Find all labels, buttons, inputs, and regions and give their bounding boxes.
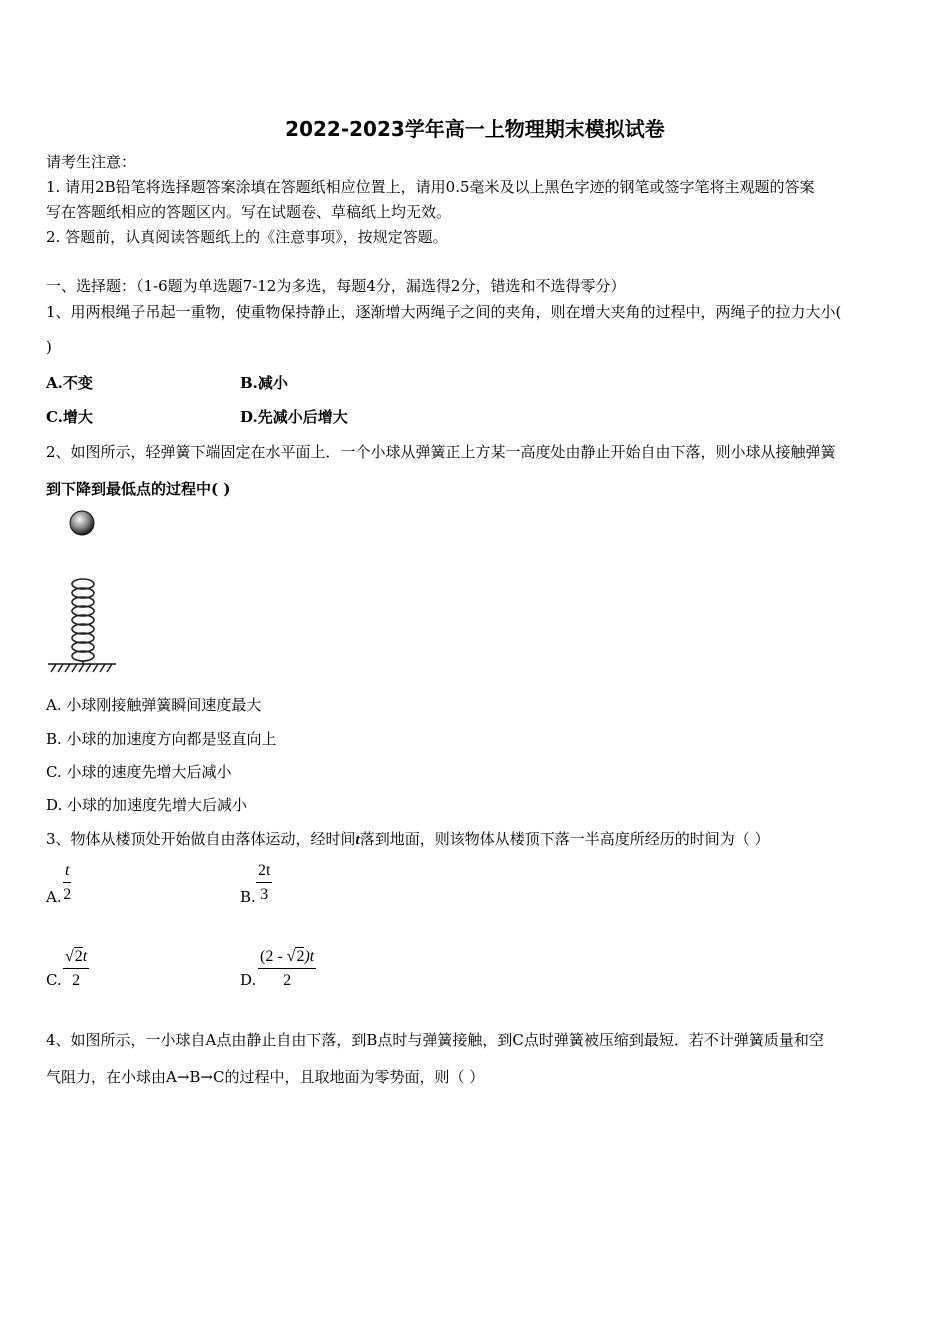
q3-option-b-fraction: $\frac{2t}{3}$	[258, 862, 271, 903]
q3-stem	[46, 828, 770, 849]
q3-option-c-label: C.	[46, 971, 62, 989]
q3-stem-post: 落到地面，则该物体从楼顶下落一半高度所经历的时间为（ ）	[359, 830, 770, 848]
q1-option-c: C.增大	[46, 408, 93, 426]
q4-stem: 4、如图所示，一小球自A点由静止自由下落，到B点时与弹簧接触，到C点时弹簧被压缩到最短．若不计弹簧质量和空	[46, 1031, 824, 1049]
q2-stem: 2、如图所示，轻弹簧下端固定在水平面上．一个小球从弹簧正上方某一高度处由静止开始自由下落，则小球从接触弹簧	[46, 443, 836, 461]
q2-option-c: C. 小球的速度先增大后减小	[46, 763, 232, 781]
q1-option-d: D.先减小后增大	[240, 408, 348, 426]
q3-option-b-label: B.	[240, 888, 256, 906]
q4-stem-cont: 气阻力，在小球由A→B→C的过程中，且取地面为零势面，则（ ）	[46, 1068, 485, 1086]
ground-icon	[48, 664, 116, 672]
q3-option-a-fraction: $\frac{t}{2}$	[63, 862, 72, 903]
notice-line-1-cont: 写在答题纸相应的答题区内。写在试题卷、草稿纸上均无效。	[46, 203, 452, 221]
q2-option-b: B. 小球的加速度方向都是竖直向上	[46, 730, 277, 748]
notice-line-1: 1. 请用2B铅笔将选择题答案涂填在答题纸相应位置上，请用0.5毫米及以上黑色字迹的钢笔或签字笔将主观题的答案	[46, 178, 815, 196]
q2-option-a: A. 小球刚接触弹簧瞬间速度最大	[46, 696, 262, 714]
spring-icon	[72, 579, 94, 664]
notice-heading: 请考生注意：	[46, 153, 137, 171]
q3-stem-pre: 3、物体从楼顶处开始做自由落体运动，经时间	[46, 830, 356, 848]
ball-icon	[70, 511, 94, 535]
q3-option-c-fraction: $\frac{√2t}{2}$	[65, 948, 88, 989]
q2-option-d: D. 小球的加速度先增大后减小	[46, 796, 248, 814]
notice-line-2: 2. 答题前，认真阅读答题纸上的《注意事项》，按规定答题。	[46, 228, 448, 246]
section-heading: 一、选择题：（1-6题为单选题7-12为多选，每题4分，漏选得2分，错选和不选得零分）	[46, 277, 626, 295]
q1-stem: 1、用两根绳子吊起一重物，使重物保持静止，逐渐增大两绳子之间的夹角，则在增大夹角的过程中，两绳子的拉力大小(	[46, 303, 842, 321]
q3-stem-var: t	[355, 832, 360, 848]
page-title: 2022-2023学年高一上物理期末模拟试卷	[285, 117, 665, 141]
q3-option-a-label: A.	[46, 888, 62, 906]
ball-spring-figure	[44, 506, 124, 674]
q3-option-d-fraction: $\frac{(2 - √2)t}{2}$	[260, 948, 315, 989]
q1-option-a: A.不变	[46, 374, 93, 392]
q3-option-d-label: D.	[240, 971, 257, 989]
q1-option-b: B.减小	[240, 374, 288, 392]
q2-stem-cont: 到下降到最低点的过程中( )	[46, 480, 231, 498]
q1-stem-end: )	[46, 338, 52, 356]
